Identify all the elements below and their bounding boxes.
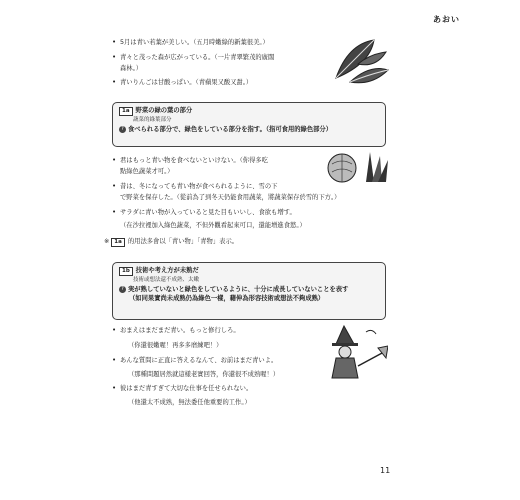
example-sentence: • 青いりんごは甘酸っぱい。（青蘋果又酸又甜。） xyxy=(120,78,252,87)
sense-title: 野菜の緑の葉の部分 xyxy=(135,107,193,114)
sense-explanation: 食べられる部分で、緑色をしている部分を指す。（指可食用的綠色部分） xyxy=(128,126,333,133)
note-text: 的用法多會以「青い物」「青物」表示。 xyxy=(127,238,239,245)
example-sentence-cont: （在沙拉裡加入綠色蔬菜，不但外觀看起來可口，還能增進食慾。） xyxy=(120,222,306,229)
usage-note xyxy=(104,237,238,247)
page-number: 11 xyxy=(380,466,391,475)
example-translation: （他還太不成熟，無法委任他重要的工作。） xyxy=(128,399,251,406)
example-translation: （那種問題居然就這樣老實回答，你還很不成熟喔！） xyxy=(128,371,280,378)
definition-box-1a xyxy=(112,102,386,147)
sense-explanation-cont: （如同果實尚未成熟仍為綠色一樣，藉伸為形容技術或想法不夠成熟） xyxy=(129,295,325,302)
sense-tag: 1a xyxy=(119,107,133,116)
example-sentence: • 昔は、冬になっても青い物が食べられるように、雪の下 xyxy=(120,182,277,191)
note-tag: 1a xyxy=(111,238,125,247)
sense-tag: 1b xyxy=(119,267,133,276)
witch-illustration xyxy=(326,322,388,384)
example-translation: （你還很嫩喔！再多多磨練吧！） xyxy=(128,342,223,349)
example-sentence: • 5月は青い若葉が美しい。（五月時嫩綠的新葉很美。） xyxy=(120,38,269,47)
example-sentence: • サラダに青い物が入っていると見た目もいいし、食欲も増す。 xyxy=(120,208,296,217)
sense-explanation: 実が熟していないと緑色をしているように、十分に成長していないことを表す xyxy=(128,286,349,293)
sense-translation: 技術或想法還不成熟、太嫩 xyxy=(133,277,200,283)
question-icon: ? xyxy=(119,286,126,293)
example-sentence-cont: で野菜を保存した。（從前為了到冬天仍能食用蔬菜，將蔬菜保存於雪的下方。） xyxy=(120,194,341,201)
example-sentence: • 彼はまだ青すぎて大切な仕事を任せられない。 xyxy=(120,384,252,393)
sense-title: 技術や考え方が未熟だ xyxy=(135,267,199,274)
sense-translation: 蔬菜的綠葉部分 xyxy=(133,117,172,123)
definition-box-1b xyxy=(112,262,386,320)
vegetables-illustration xyxy=(326,146,390,186)
example-sentence: • あんな質問に正直に答えるなんて、お前はまだ青いよ。 xyxy=(120,356,277,365)
example-sentence-cont: 森林。） xyxy=(120,65,143,72)
leaves-illustration xyxy=(330,34,390,86)
note-marker: ※ xyxy=(104,238,110,245)
example-sentence: • 青々と茂った森が広がっている。（一片青翠繁茂的廣闊 xyxy=(120,53,274,62)
example-sentence-cont: 點綠色蔬菜才可。） xyxy=(120,168,174,175)
page-header: あおい xyxy=(433,15,460,24)
example-sentence: • 君はもっと青い物を食べないといけない。（你得多吃 xyxy=(120,156,268,165)
example-sentence: • おまえはまだまだ青い。もっと修行しろ。 xyxy=(120,326,240,335)
question-icon: ? xyxy=(119,126,126,133)
